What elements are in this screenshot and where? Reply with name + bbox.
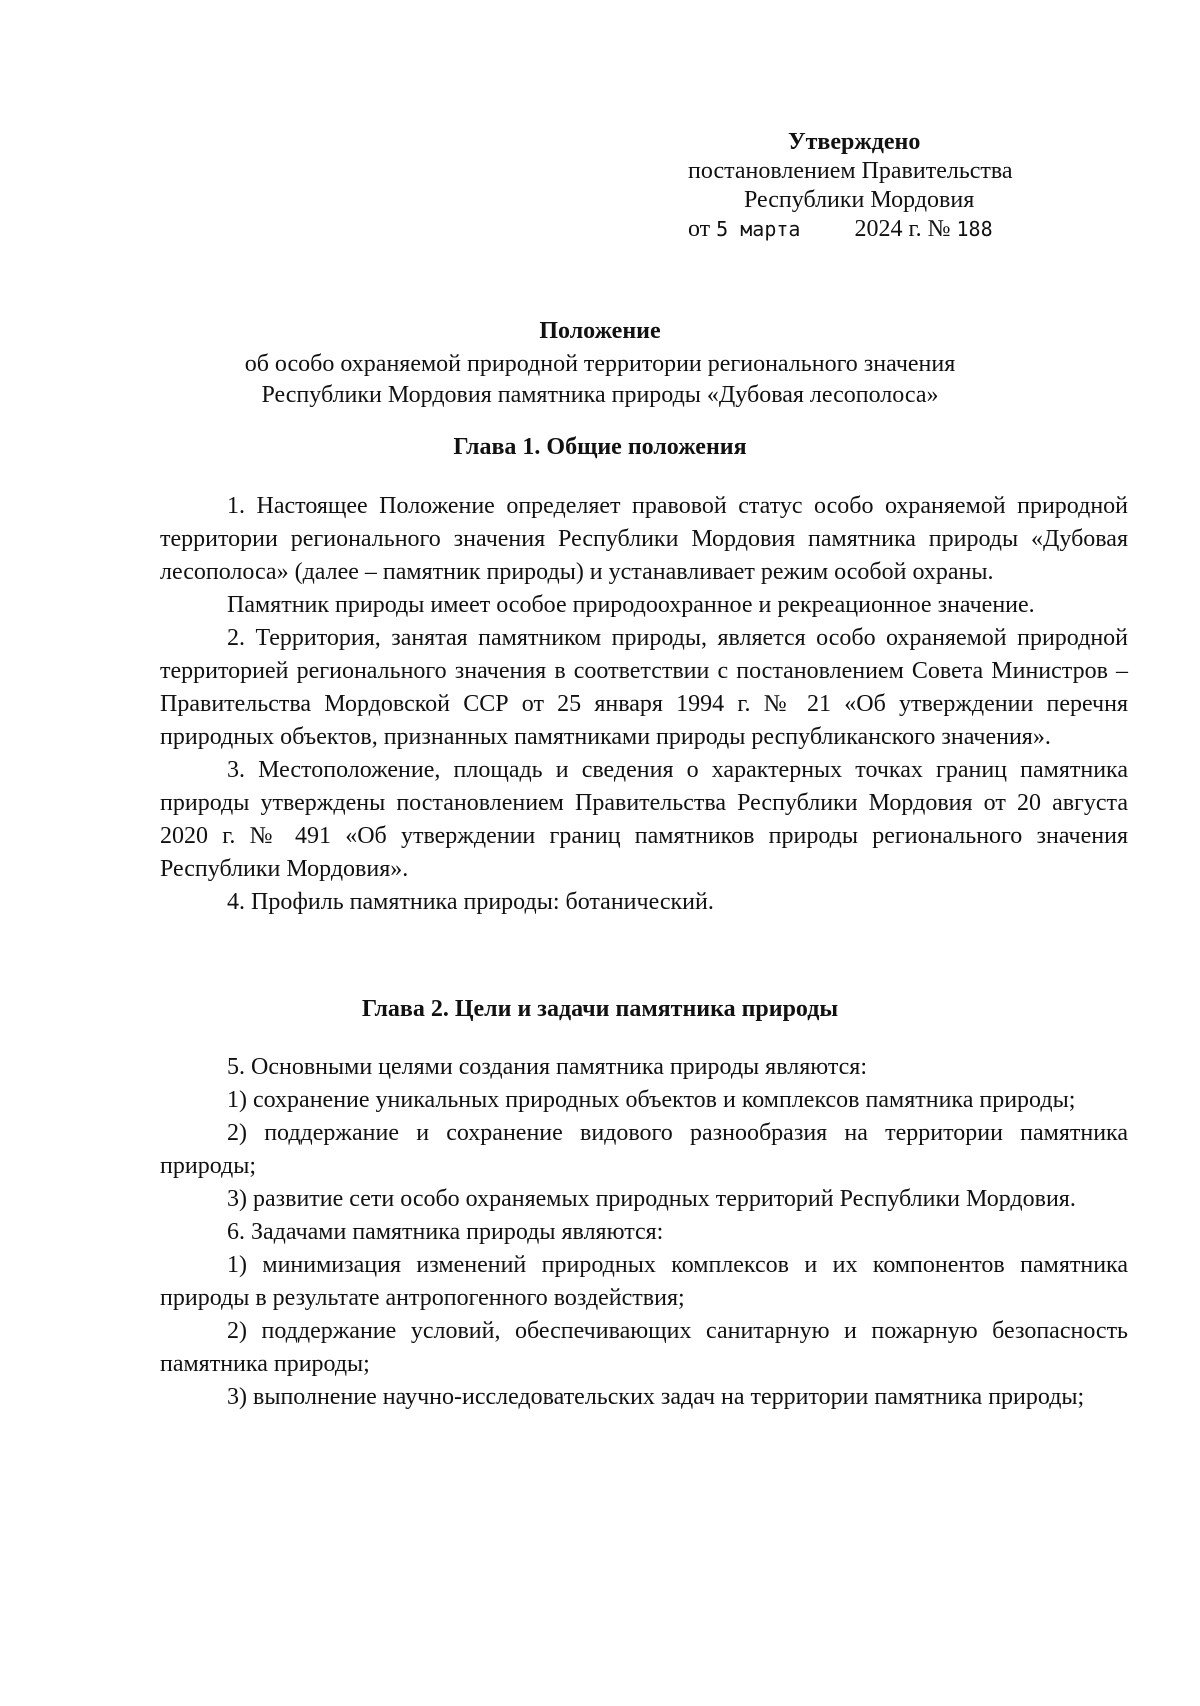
- approval-line-2: Республики Мордовия: [744, 187, 975, 213]
- paragraph: 3. Местоположение, площадь и сведения о характерных точках границ памятника природы утверждены постановлением Правительства Республики Мордовия от 20 августа 2020 г. № 491 «Об утверждении границ памятников природы регионального значения Республики Мордовия».: [160, 757, 1128, 882]
- paragraph: 1) минимизация изменений природных комплексов и их компонентов памятника природы в результате антропогенного воздействия;: [160, 1252, 1128, 1311]
- approval-prefix: от: [688, 216, 711, 242]
- paragraph: 1. Настоящее Положение определяет правовой статус особо охраняемой природной территории регионального значения Республики Мордовия памятника природы «Дубовая лесополоса» (далее – памятник природы) и устанавливает режим особой охраны.: [160, 493, 1128, 585]
- document-subtitle-line-1: об особо охраняемой природной территории регионального значения: [244, 351, 956, 377]
- approval-stamp: [640, 128, 1120, 244]
- chapter-1-heading: Глава 1. Общие положения: [453, 434, 747, 460]
- paragraph: 2) поддержание условий, обеспечивающих санитарную и пожарную безопасность памятника природы;: [160, 1318, 1128, 1377]
- document-subtitle-line-2: Республики Мордовия памятника природы «Дубовая лесополоса»: [261, 382, 939, 408]
- approval-date: 5 марта: [716, 217, 801, 241]
- paragraph: 6. Задачами памятника природы являются:: [227, 1219, 664, 1245]
- paragraph: 4. Профиль памятника природы: ботанический.: [227, 889, 714, 915]
- paragraph: Памятник природы имеет особое природоохранное и рекреационное значение.: [227, 592, 1035, 618]
- paragraph: 3) выполнение научно-исследовательских задач на территории памятника природы;: [227, 1384, 1085, 1410]
- approval-line-1: постановлением Правительства: [688, 158, 1013, 184]
- document-title-block: [160, 316, 1040, 411]
- approval-heading: Утверждено: [788, 129, 921, 155]
- approval-number: 188: [956, 217, 993, 241]
- paragraph: 1) сохранение уникальных природных объектов и комплексов памятника природы;: [227, 1087, 1076, 1113]
- document-title: Положение: [539, 318, 661, 344]
- paragraph: 3) развитие сети особо охраняемых природных территорий Республики Мордовия.: [227, 1186, 1076, 1212]
- chapter-1-body: [160, 490, 1128, 919]
- approval-date-line: [688, 215, 1120, 244]
- paragraph: 5. Основными целями создания памятника природы являются:: [227, 1054, 867, 1080]
- paragraph: 2. Территория, занятая памятником природы, является особо охраняемой природной территорией регионального значения в соответствии с постановлением Совета Министров – Правительства Мордовской ССР от 25 января 1994 г. № 21 «Об утверждении перечня природных объектов, признанных памятниками природы республиканского значения».: [160, 625, 1128, 750]
- chapter-2-body: [160, 1051, 1128, 1414]
- paragraph: 2) поддержание и сохранение видового разнообразия на территории памятника природы;: [160, 1120, 1128, 1179]
- chapter-2-heading: Глава 2. Цели и задачи памятника природы: [361, 996, 839, 1022]
- approval-year: 2024 г. №: [854, 216, 951, 242]
